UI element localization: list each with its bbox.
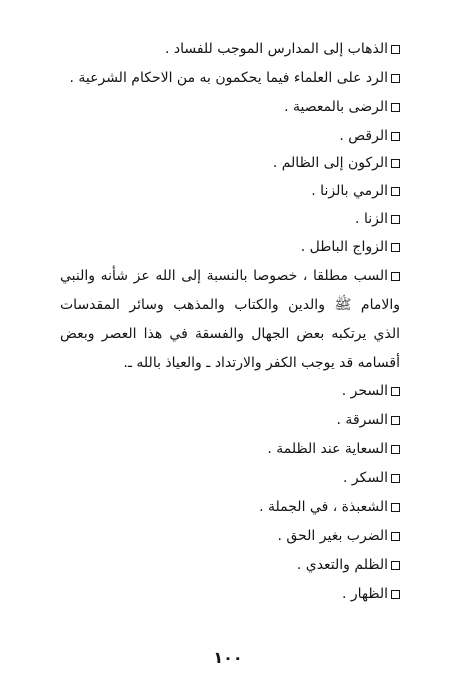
square-bullet-icon <box>391 132 400 141</box>
list-item <box>165 35 400 64</box>
list-item <box>301 233 400 262</box>
list-item-text: الرمي بالزنا . <box>311 183 388 199</box>
list-item-text: الرد على العلماء فيما يحكمون به من الاحكام الشرعية . <box>69 70 388 86</box>
list-item <box>284 93 400 122</box>
list-item <box>267 435 400 464</box>
square-bullet-icon <box>391 445 400 454</box>
square-bullet-icon <box>391 503 400 512</box>
list-item <box>278 522 400 551</box>
list-item <box>342 580 400 609</box>
list-item <box>311 177 400 206</box>
list-item-text: السعاية عند الظلمة . <box>267 441 388 457</box>
list-item <box>273 149 400 178</box>
list-item-text: الظلم والتعدي . <box>296 557 388 573</box>
square-bullet-icon <box>391 387 400 396</box>
list-item <box>297 551 400 580</box>
insult-paragraph <box>60 262 400 378</box>
list-item-text: السرقة . <box>336 412 388 428</box>
list-item <box>355 205 400 234</box>
square-bullet-icon <box>391 561 400 570</box>
square-bullet-icon <box>391 416 400 425</box>
square-bullet-icon <box>391 187 400 196</box>
list-item <box>342 377 400 406</box>
square-bullet-icon <box>391 474 400 483</box>
list-item-text: الزواج الباطل . <box>300 239 388 255</box>
list-item <box>339 122 400 151</box>
list-item <box>69 64 400 93</box>
list-item <box>337 406 400 435</box>
square-bullet-icon <box>391 103 400 112</box>
list-item-text: الرقص . <box>339 128 388 144</box>
list-item <box>343 464 400 493</box>
list-item-text: الشعبذة ، في الجملة . <box>259 499 388 515</box>
square-bullet-icon <box>391 590 400 599</box>
list-item-text: الظهار . <box>341 586 388 602</box>
square-bullet-icon <box>391 159 400 168</box>
list-item-text: الزنا . <box>355 211 388 227</box>
paragraph-text: السب مطلقا ، خصوصا بالنسبة إلى الله عز شأنه والنبي والامام ﷺ والدين والكتاب والمذهب وسائر المقدسات الذي يرتكبه بعض الجهال والفسقة في هذا العصر وبعض أقسامه قد يوجب الكفر والارتداد ـ والعياذ بالله ـ. <box>60 268 400 371</box>
square-bullet-icon <box>391 215 400 224</box>
square-bullet-icon <box>391 243 400 252</box>
square-bullet-icon <box>391 74 400 83</box>
list-item-text: الذهاب إلى المدارس الموجب للفساد . <box>164 41 388 57</box>
square-bullet-icon <box>391 532 400 541</box>
list-item-text: الضرب بغير الحق . <box>277 528 388 544</box>
page-number: ١٠٠ <box>213 648 243 667</box>
list-item <box>259 493 400 522</box>
list-item-text: الركون إلى الظالم . <box>272 155 388 171</box>
square-bullet-icon <box>391 45 400 54</box>
list-item-text: الرضى بالمعصية . <box>284 99 388 115</box>
list-item-text: السكر . <box>342 470 388 486</box>
list-item-text: السحر . <box>341 383 388 399</box>
square-bullet-icon <box>391 272 400 281</box>
